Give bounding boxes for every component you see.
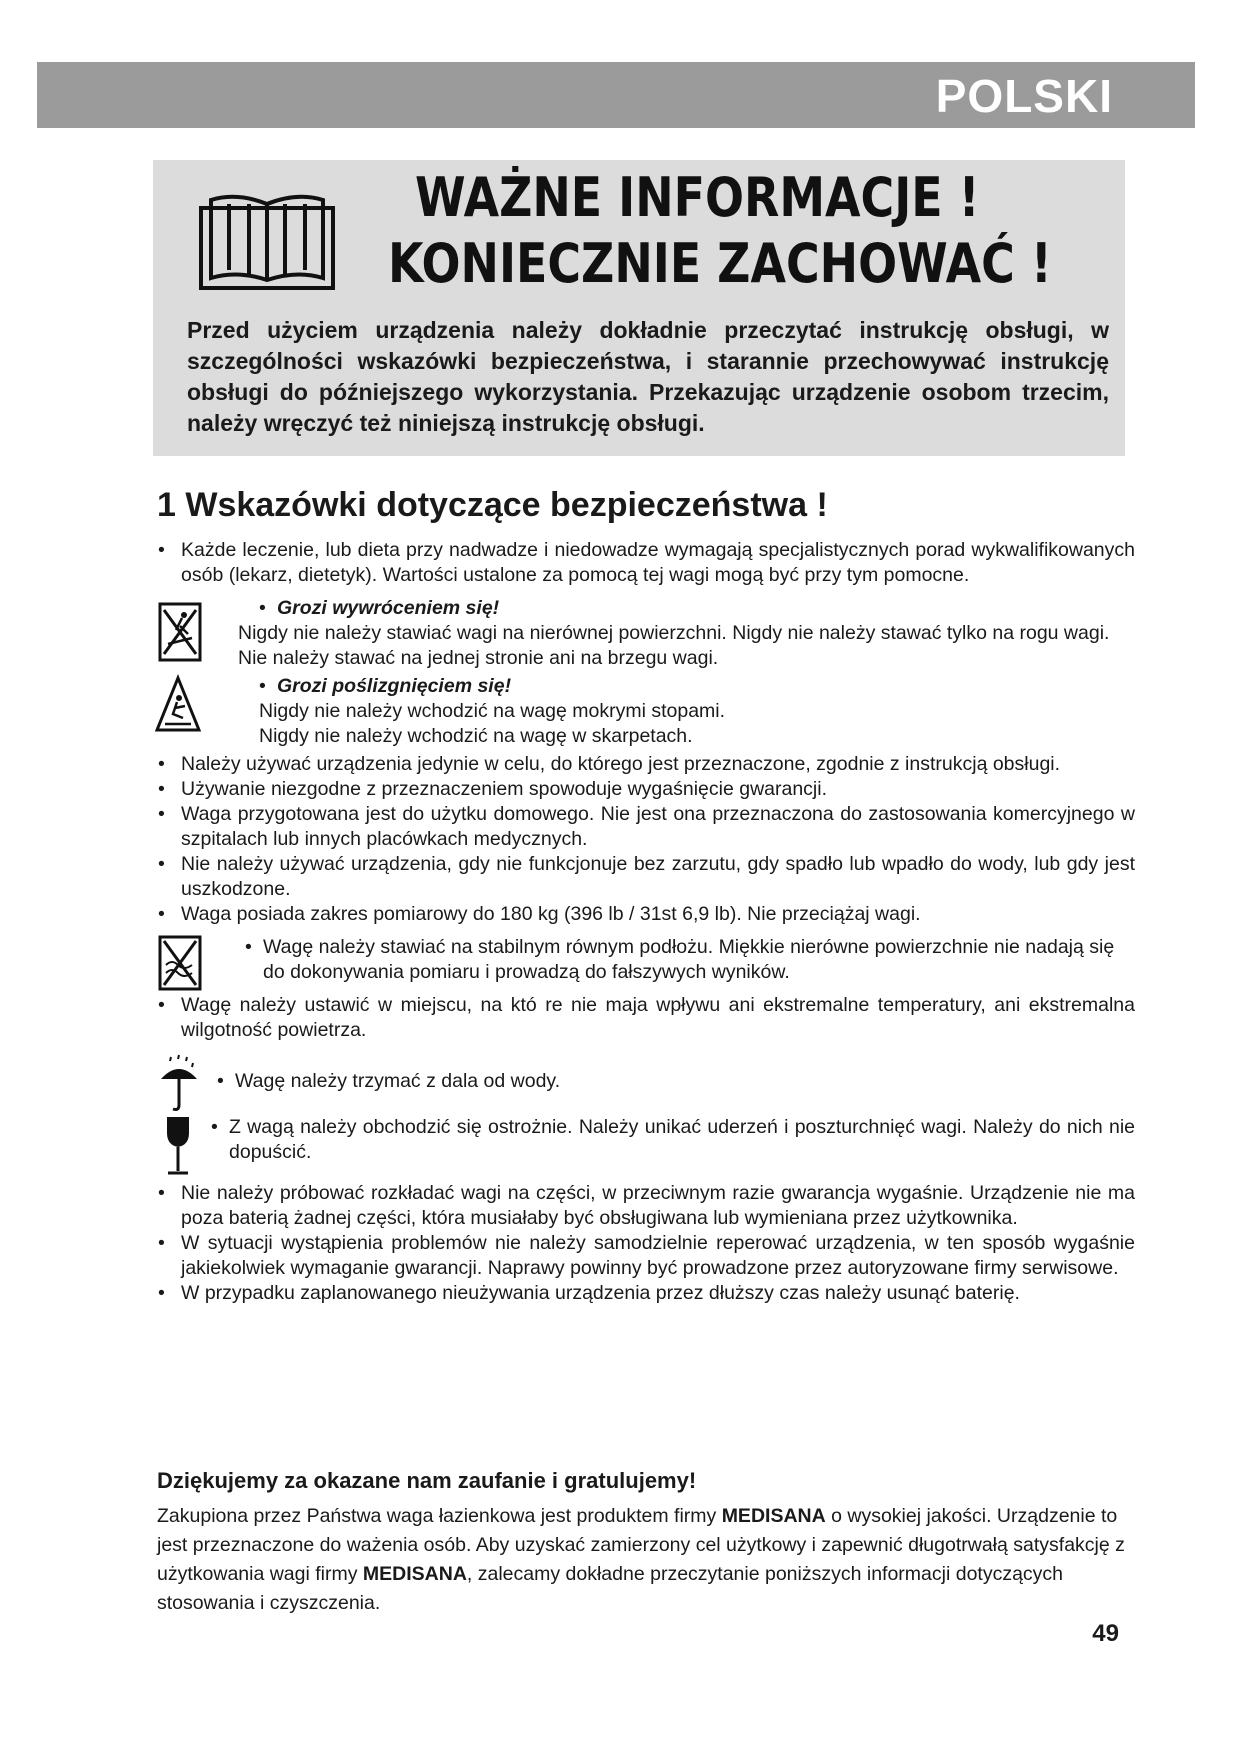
keep-dry-note bbox=[155, 1053, 1135, 1113]
slip-text-line1: Nigdy nie należy wchodzić na wagę mokrymi stopami. bbox=[259, 700, 726, 722]
thanks-heading: Dziękujemy za okazane nam zaufanie i gratulujemy! bbox=[157, 1468, 697, 1493]
slip-text-line2: Nigdy nie należy wchodzić na wagę w skarpetach. bbox=[259, 725, 693, 747]
section-title-safety: 1 Wskazówki dotyczące bezpieczeństwa ! bbox=[157, 486, 828, 524]
tip-over-text: Nigdy nie należy stawiać wagi na nierównej powierzchni. Nigdy nie należy stawać tylko na rogu wagi. Nie należy stawać na jednej stronie ani na brzegu wagi. bbox=[238, 622, 1110, 669]
list-item: • Waga przygotowana jest do użytku domowego. Nie jest ona przeznaczona do zastosowania komercyjnego w szpitalach lub innych placówkach medycznych. bbox=[155, 802, 1135, 852]
stable-floor-text: • Wagę należy stawiać na stabilnym równym podłożu. Miękkie nierówne powierzchnie nie nadają się do dokonywania pomiaru i prowadzą do fałszywych wyników. bbox=[245, 935, 1135, 985]
list-item: • Waga posiada zakres pomiarowy do 180 kg (396 lb / 31st 6,9 lb). Nie przeciążaj wagi. bbox=[155, 902, 1135, 927]
slip-title: Grozi poślizgnięciem się! bbox=[277, 675, 512, 697]
list-item: • Nie należy używać urządzenia, gdy nie funkcjonuje bez zarzutu, gdy spadło lub wpadło do wody, lub gdy jest uszkodzone. bbox=[155, 852, 1135, 902]
tip-over-title-row bbox=[259, 596, 1135, 621]
thanks-paragraph bbox=[157, 1502, 1147, 1618]
important-info-box bbox=[153, 160, 1125, 456]
list-item: • Używanie niezgodne z przeznaczeniem spowoduje wygaśnięcie gwarancji. bbox=[155, 777, 1135, 802]
info-box-text: Przed użyciem urządzenia należy dokładnie przeczytać instrukcję obsługi, w szczególności wskazówki bezpieczeństwa, i starannie przechowywać instrukcję obsługi do późniejszego wykorzystania. Przekazując urządzenie osobom trzecim, należy wręczyć też niniejszą instrukcję obsługi. bbox=[187, 317, 1109, 436]
brand-name: MEDISANA bbox=[362, 1563, 467, 1585]
thanks-text-part3: , zalecamy dokładne przeczytanie poniższych informacji dotyczących stosowania i czyszczenia. bbox=[157, 1563, 1064, 1614]
language-label: POLSKI bbox=[935, 70, 1113, 122]
brand-name: MEDISANA bbox=[721, 1505, 826, 1527]
list-item: • Nie należy próbować rozkładać wagi na części, w przeciwnym razie gwarancja wygaśnie. Urządzenie nie ma poza baterią żadnej części, która musiałaby być obsługiwana lub wymieniana przez użytkownika. bbox=[155, 1181, 1135, 1231]
language-header-bar bbox=[37, 62, 1195, 128]
fragile-text: • Z wagą należy obchodzić się ostrożnie. Należy unikać uderzeń i poszturchnięć wagi. Należy do nich nie dopuścić. bbox=[211, 1115, 1135, 1165]
list-item: • W przypadku zaplanowanego nieużywania urządzenia przez dłuższy czas należy usunąć baterię. bbox=[155, 1281, 1135, 1306]
list-item: • Wagę należy ustawić w miejscu, na któ re nie maja wpływu ani ekstremalne temperatury, ani ekstremalna wilgotność powietrza. bbox=[155, 993, 1135, 1043]
headline-important-info: WAŻNE INFORMACJE ! bbox=[415, 166, 980, 229]
stable-floor-note bbox=[155, 935, 1135, 985]
keep-dry-text: • Wagę należy trzymać z dala od wody. bbox=[217, 1053, 1135, 1094]
slip-warning-icon bbox=[155, 674, 201, 734]
thanks-text-part1: Zakupiona przez Państwa waga łazienkowa jest produktem firmy bbox=[157, 1505, 722, 1527]
list-item: • Każde leczenie, lub dieta przy nadwadze i niedowadze wymagają specjalistycznych porad wykwalifikowanych osób (lekarz, dietetyk). Wartości ustalone za pomocą tej wagi mogą być przy tym pomocne. bbox=[155, 538, 1135, 588]
slip-title-row bbox=[259, 674, 1135, 699]
headline-keep-instructions: KONIECZNIE ZACHOWAĆ ! bbox=[388, 232, 1052, 295]
tip-over-title: Grozi wywróceniem się! bbox=[277, 597, 500, 619]
open-book-icon bbox=[197, 182, 337, 292]
fragile-glass-icon bbox=[163, 1115, 193, 1177]
tip-over-warning-icon bbox=[158, 602, 202, 662]
umbrella-keep-dry-icon bbox=[157, 1053, 201, 1115]
page-number: 49 bbox=[1092, 1620, 1119, 1647]
fragile-note bbox=[155, 1115, 1135, 1175]
thanks-text-part2: o wysokiej jakości. Urządzenie to jest przeznaczone do ważenia osób. Aby uzyskać zamierzony cel użytkowy i zapewnić długotrwałą satysfakcję z użytkowania wagi firmy bbox=[157, 1505, 1125, 1585]
list-item: • Należy używać urządzenia jedynie w celu, do którego jest przeznaczone, zgodnie z instrukcją obsługi. bbox=[155, 752, 1135, 777]
safety-instructions bbox=[155, 538, 1135, 1306]
list-item: • W sytuacji wystąpienia problemów nie należy samodzielnie reperować urządzenia, w ten sposób wygaśnie jakiekolwiek wymaganie gwarancji. Naprawy powinny być prowadzone przez autoryzowane firmy serwisowe. bbox=[155, 1231, 1135, 1281]
slip-warning bbox=[155, 674, 1135, 749]
soft-surface-warning-icon bbox=[158, 935, 202, 991]
tip-over-warning bbox=[155, 596, 1135, 671]
